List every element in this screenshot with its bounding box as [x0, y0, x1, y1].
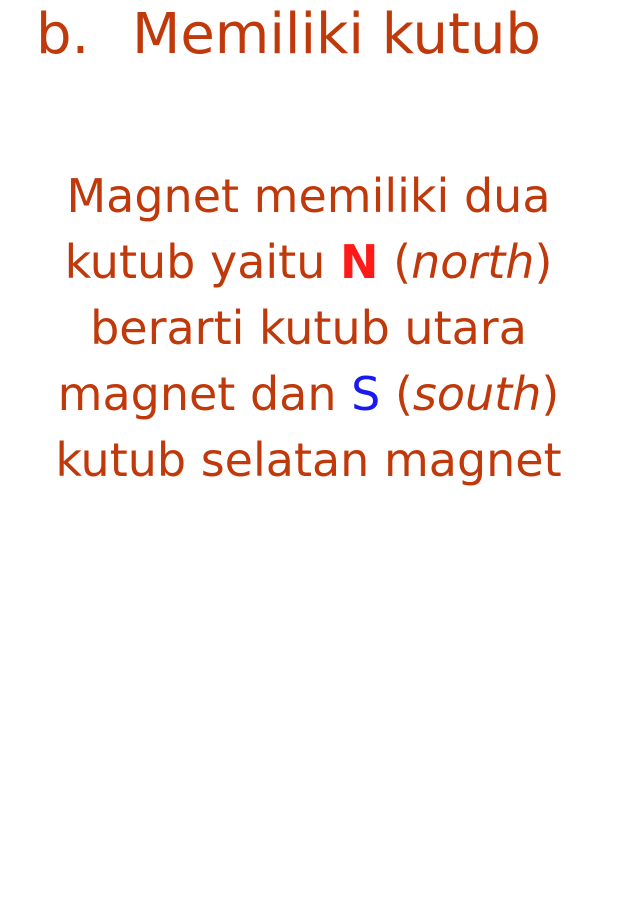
list-marker: b. — [36, 2, 90, 67]
body-line-3: berarti kutub utara — [90, 301, 527, 355]
line-2-close-paren: ) — [534, 235, 553, 289]
north-term: north — [411, 235, 535, 289]
body-line-5: kutub selatan magnet — [55, 433, 562, 487]
slide-heading — [36, 0, 541, 74]
line-2-prefix: kutub yaitu — [64, 235, 340, 289]
heading-title: Memiliki kutub — [132, 2, 541, 67]
south-term: south — [412, 367, 542, 421]
line-2-open-paren: ( — [378, 235, 412, 289]
line-4-prefix: magnet dan — [57, 367, 352, 421]
line-4-close-paren: ) — [541, 367, 560, 421]
body-line-4 — [0, 361, 617, 427]
north-pole-letter: N — [339, 235, 379, 289]
body-line-2 — [0, 229, 617, 295]
body-paragraph — [0, 163, 617, 493]
south-pole-letter: S — [351, 367, 381, 421]
line-4-open-paren: ( — [380, 367, 413, 421]
body-line-1: Magnet memiliki dua — [66, 169, 551, 223]
